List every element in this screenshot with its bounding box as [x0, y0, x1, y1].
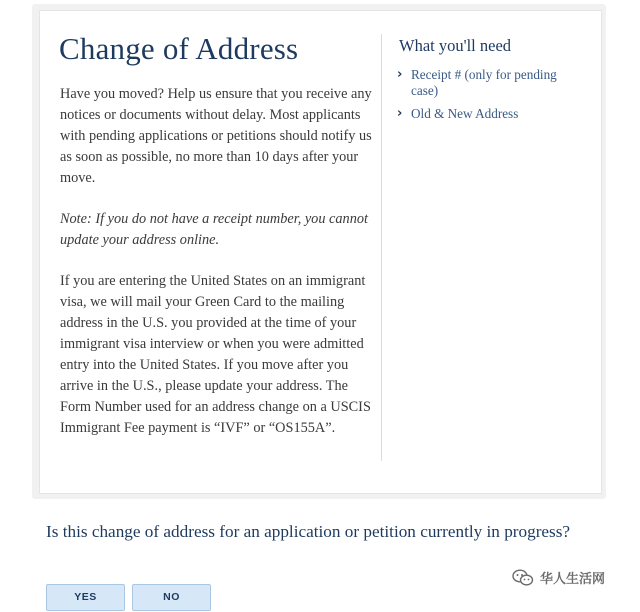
requirements-list [397, 67, 587, 129]
requirement-addresses: Old & New Address [411, 106, 519, 121]
watermark [512, 568, 605, 587]
requirement-receipt-number: Receipt # (only for pending case) [411, 67, 557, 98]
chevron-right-icon: › [397, 67, 403, 82]
immigrant-visa-paragraph: If you are entering the United States on an immigrant visa, we will mail your Green Card to the mailing address in the U.S. you provided at the time of your immigrant visa interview or when you were admitted entry into the United States. If you move after you arrive in the U.S., please update your address. The Form Number used for an address change on a USCIS Immigrant Fee payment is “IVF” or “OS155A”. [60, 273, 371, 436]
page-title: Change of Address [59, 31, 299, 66]
chevron-right-icon: › [397, 106, 403, 121]
intro-paragraph: Have you moved? Help us ensure that you receive any notices or documents without delay. Most applicants with pending applications or petitions should notify us as soon as possible, no more than 10 days after your move. [60, 86, 372, 186]
in-progress-question: Is this change of address for an application or petition currently in progress? [46, 522, 571, 541]
column-divider [381, 34, 382, 461]
wechat-icon [512, 569, 534, 587]
no-button[interactable]: NO [132, 584, 211, 611]
what-you-need-heading: What you'll need [399, 36, 512, 55]
yes-button[interactable]: YES [46, 584, 125, 611]
watermark-text: 华人生活网 [540, 572, 606, 587]
instructions-column [60, 84, 376, 459]
list-item [397, 67, 587, 99]
note-paragraph: Note: If you do not have a receipt number, you cannot update your address online. [60, 211, 368, 248]
list-item [397, 106, 587, 122]
